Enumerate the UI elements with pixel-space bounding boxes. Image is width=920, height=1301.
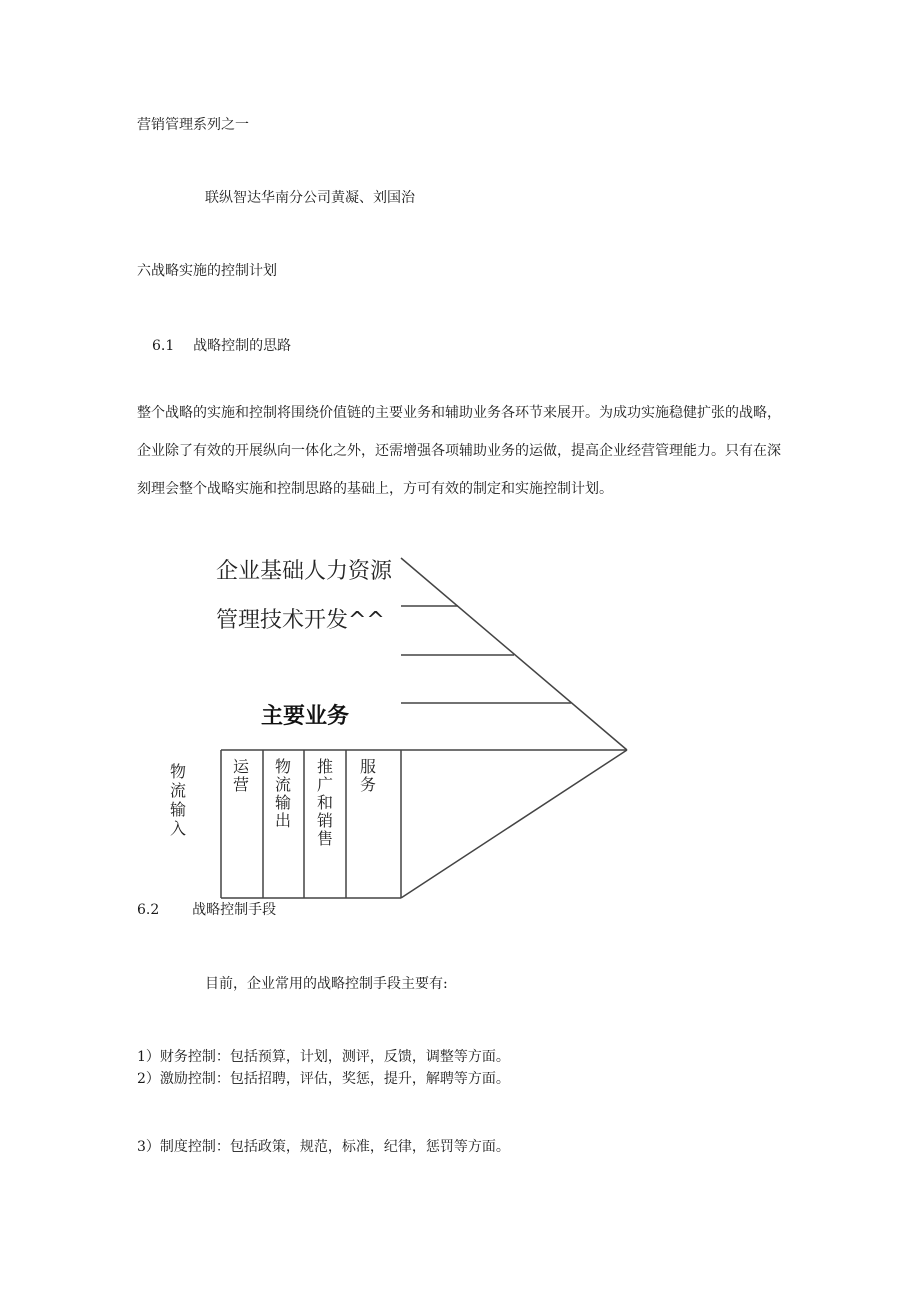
vertical-char: 务 [359,775,377,794]
paragraph-strategy-control [137,394,787,508]
marketing-sales-label [317,757,333,848]
operations-label [233,757,250,794]
subsection-6-1-heading [152,337,291,355]
vertical-char: 流 [274,775,292,794]
section-title: 六战略实施的控制计划 [137,263,277,279]
list-item-incentive-control: 2）激励控制：包括招聘，评估，奖惩，提升，解聘等方面。 [137,1071,510,1087]
paragraph-line: 整个战略的实施和控制将围绕价值链的主要业务和辅助业务各环节来展开。为成功实施稳健扩张的战略， [137,405,781,421]
output-logistics-label [275,757,291,830]
list-item-system-control: 3）制度控制：包括政策，规范，标准，纪律，惩罚等方面。 [137,1139,510,1155]
vertical-char: 出 [274,811,292,830]
wedge-bottom-line [401,750,627,898]
vertical-char: 推 [316,757,334,776]
subsection-6-2-heading [137,901,276,919]
subsection-6-2-number: 6.2 [137,902,160,918]
subsection-6-1-number: 6.1 [152,338,175,354]
vertical-char: 营 [232,775,250,794]
subsection-6-1-title: 战略控制的思路 [193,338,292,354]
intro-6-2: 目前，企业常用的战略控制手段主要有: [205,976,448,992]
vertical-char: 服 [359,757,377,776]
subsection-6-2-title: 战略控制手段 [192,902,277,918]
vertical-char: 售 [316,829,334,848]
vertical-char: 物 [274,757,292,776]
vertical-char: 和 [316,793,334,812]
vertical-char: 广 [316,775,334,794]
vertical-char: 输 [274,793,292,812]
primary-activities-title: 主要业务 [261,704,350,729]
value-chain-diagram [0,540,700,905]
vertical-char: 物 [169,762,187,781]
paragraph-line: 刻理会整个战略实施和控制思路的基础上，方可有效的制定和实施控制计划。 [137,481,613,497]
vertical-char: 入 [169,819,187,838]
wedge-top-line [401,558,627,750]
series-title: 营销管理系列之一 [137,117,249,133]
vertical-char: 运 [232,757,250,776]
list-item-financial-control: 1）财务控制：包括预算，计划，测评，反馈，调整等方面。 [137,1049,510,1065]
vertical-char: 输 [169,800,187,819]
input-logistics-label [170,762,186,838]
authors-line: 联纵智达华南分公司黄凝、刘国治 [205,190,415,206]
service-label [360,757,376,794]
paragraph-line: 企业除了有效的开展纵向一体化之外，还需增强各项辅助业务的运做，提高企业经营管理能力。只有在深 [137,443,781,459]
vertical-char: 销 [316,811,334,830]
vertical-char: 流 [169,781,187,800]
support-label-line2: 管理技术开发^^ [216,608,385,633]
support-label-line1: 企业基础人力资源 [216,559,393,584]
